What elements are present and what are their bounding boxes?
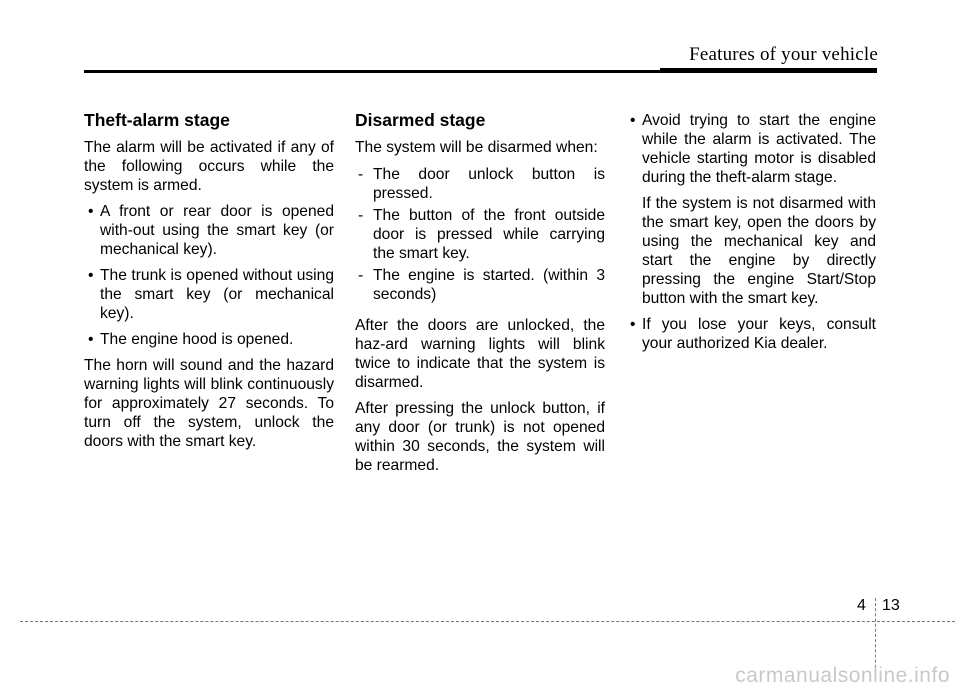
list-item	[626, 315, 876, 353]
bullet-marker: •	[630, 112, 636, 129]
bullet-marker: •	[88, 203, 94, 220]
list-item-text: The trunk is opened without using the smart key (or mechanical key).	[100, 267, 334, 322]
section-number: 4	[857, 597, 866, 614]
footer-rule	[20, 621, 955, 622]
bullet-marker: •	[88, 331, 94, 348]
list-item	[355, 206, 605, 263]
column-tips	[626, 111, 876, 360]
column-theft-alarm	[84, 110, 334, 458]
list-item	[84, 202, 334, 259]
list-item	[626, 111, 876, 187]
paragraph: After the doors are unlocked, the haz-ard warning lights will blink twice to indicate that the system is disarmed.	[355, 317, 605, 391]
list-item	[84, 330, 334, 349]
list-item	[84, 266, 334, 323]
dash-marker: -	[358, 207, 364, 224]
section-heading: Theft-alarm stage	[84, 110, 230, 130]
list-item-text: The engine is started. (within 3 seconds)	[373, 267, 605, 303]
list-item	[355, 266, 605, 304]
list-item-text: Avoid trying to start the engine while the alarm is activated. The vehicle starting motor is disabled during the theft-alarm stage.	[642, 112, 876, 186]
list-item-text: If you lose your keys, consult your authorized Kia dealer.	[642, 316, 876, 352]
list-item	[355, 165, 605, 203]
watermark: carmanualsonline.info	[735, 664, 950, 687]
page-header-title: Features of your vehicle	[689, 44, 878, 65]
list-item-text: The button of the front outside door is pressed while carrying the smart key.	[373, 207, 605, 262]
page-number: 13	[882, 597, 900, 614]
paragraph: The alarm will be activated if any of the following occurs while the system is armed.	[84, 139, 334, 194]
paragraph: The horn will sound and the hazard warning lights will blink continuously for approximately 27 seconds. To turn off the system, unlock the doors with the smart key.	[84, 357, 334, 450]
dash-marker: -	[358, 267, 364, 284]
paragraph: The system will be disarmed when:	[355, 139, 598, 156]
bullet-marker: •	[88, 267, 94, 284]
bullet-marker: •	[630, 316, 636, 333]
list-item-text: The engine hood is opened.	[100, 331, 294, 348]
column-disarmed	[355, 110, 605, 482]
section-heading: Disarmed stage	[355, 110, 486, 130]
header-rule-accent	[660, 68, 877, 72]
paragraph: After pressing the unlock button, if any door (or trunk) is not opened within 30 seconds, the system will be rearmed.	[355, 400, 605, 474]
dash-marker: -	[358, 166, 364, 183]
list-item-text: The door unlock button is pressed.	[373, 166, 605, 202]
list-item-text: A front or rear door is opened with-out using the smart key (or mechanical key).	[100, 203, 334, 258]
list-item-continuation: If the system is not disarmed with the smart key, open the doors by using the mechanical key and start the engine by directly pressing the engine Start/Stop button with the smart key.	[642, 195, 876, 307]
